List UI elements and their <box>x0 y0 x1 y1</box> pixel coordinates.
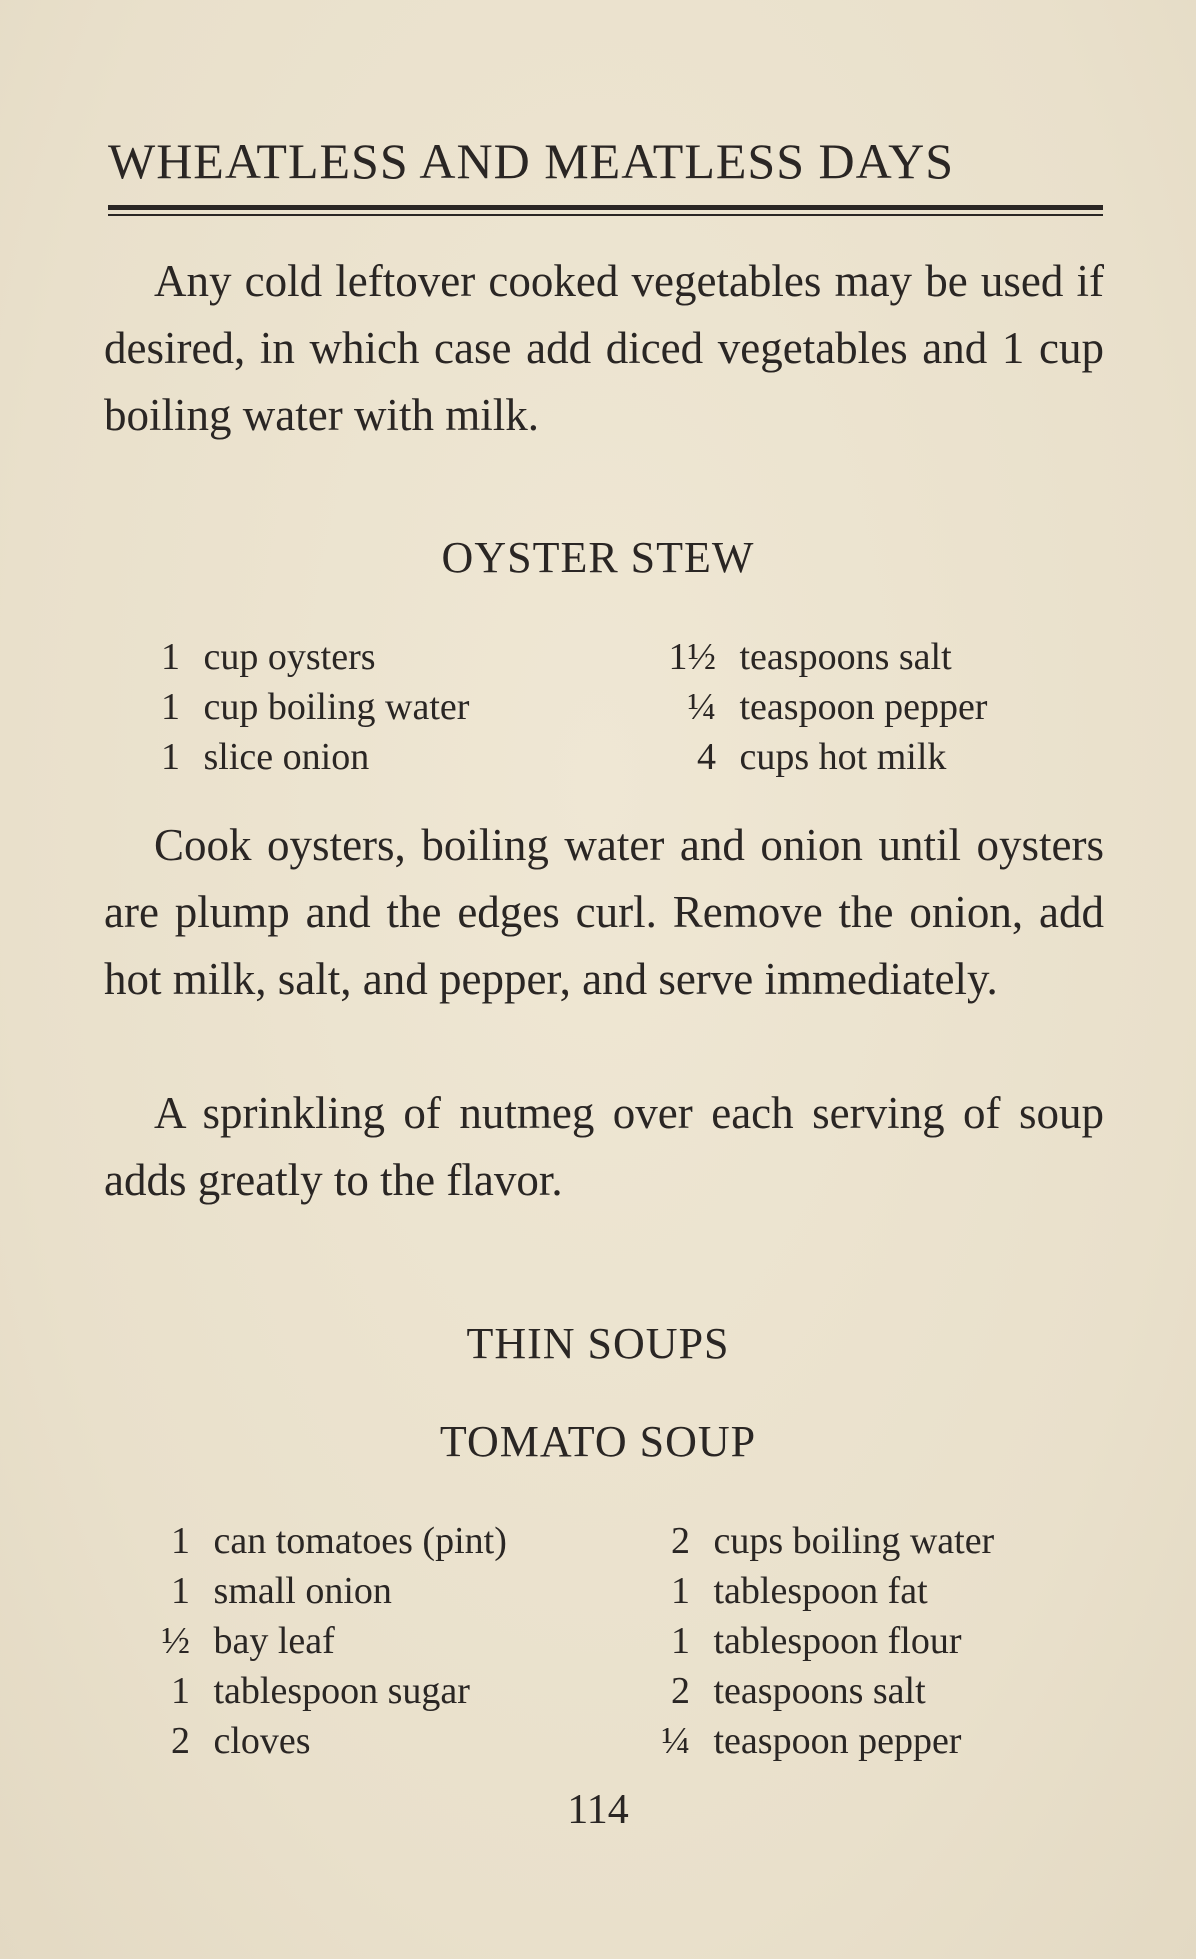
ingredient-qty: 4 <box>697 736 716 778</box>
ingredient-qty: 2 <box>671 1520 690 1562</box>
ingredient-qty: 1 <box>671 1570 690 1612</box>
ingredient-name: slice onion <box>203 736 370 778</box>
intro-paragraph: Any cold leftover cooked vegetables may be used if desired, in which case add diced vegetables and 1 cup boiling water with milk. <box>104 256 1104 440</box>
ingredient-item <box>650 632 952 682</box>
directions-paragraph: Cook oysters, boiling water and onion until oysters are plump and the edges curl. Remove the onion, add hot milk, salt, and pepper, and serve immediately. <box>104 820 1104 1004</box>
ingredient-name: cup oysters <box>203 636 376 678</box>
tomato-soup-title: TOMATO SOUP <box>439 1417 757 1466</box>
ingredient-qty: 1 <box>161 686 180 728</box>
ingredient-item <box>650 732 946 782</box>
running-head: WHEATLESS AND MEATLESS DAYS <box>108 133 955 189</box>
ingredient-qty: ¼ <box>661 1720 690 1762</box>
section-heading: THIN SOUPS <box>466 1319 730 1368</box>
ingredient-name: can tomatoes (pint) <box>213 1520 507 1562</box>
ingredient-item <box>158 682 469 732</box>
ingredient-qty: 2 <box>171 1720 190 1762</box>
directions-paragraph: A sprinkling of nutmeg over each serving of soup adds greatly to the flavor. <box>104 1088 1104 1205</box>
ingredient-item <box>640 1516 994 1566</box>
page-number: 114 <box>567 1787 629 1833</box>
ingredient-name: tablespoon fat <box>713 1570 928 1612</box>
ingredient-name: cups boiling water <box>713 1520 995 1562</box>
ingredient-name: bay leaf <box>213 1620 335 1662</box>
ingredient-name: cup boiling water <box>203 686 470 728</box>
ingredient-qty: 1 <box>671 1620 690 1662</box>
ingredient-name: tablespoon flour <box>713 1620 962 1662</box>
ingredient-item <box>640 1616 962 1666</box>
ingredient-item <box>640 1566 928 1616</box>
ingredient-name: small onion <box>213 1570 392 1612</box>
ingredient-item <box>148 1716 311 1766</box>
ingredient-qty: ¼ <box>687 686 716 728</box>
ingredient-qty: 1½ <box>668 636 716 678</box>
ingredient-item <box>158 732 369 782</box>
ingredient-item <box>640 1716 961 1766</box>
ingredient-qty: 2 <box>671 1670 690 1712</box>
ingredient-name: cloves <box>213 1720 311 1762</box>
oyster-stew-title: OYSTER STEW <box>441 533 755 582</box>
ingredient-qty: 1 <box>171 1670 190 1712</box>
ingredient-name: teaspoons salt <box>739 636 952 678</box>
ingredient-item <box>148 1616 335 1666</box>
header-rule-thick <box>108 205 1103 210</box>
ingredient-name: tablespoon sugar <box>213 1670 470 1712</box>
ingredient-name: teaspoon pepper <box>713 1720 962 1762</box>
ingredient-qty: 1 <box>161 736 180 778</box>
ingredient-item <box>158 632 376 682</box>
ingredient-item <box>640 1666 926 1716</box>
ingredient-item <box>148 1666 470 1716</box>
ingredient-item <box>148 1566 392 1616</box>
ingredient-name: cups hot milk <box>739 736 947 778</box>
ingredient-qty: 1 <box>171 1570 190 1612</box>
ingredient-item <box>148 1516 507 1566</box>
ingredient-name: teaspoon pepper <box>739 686 988 728</box>
ingredient-name: teaspoons salt <box>713 1670 926 1712</box>
ingredient-qty: 1 <box>171 1520 190 1562</box>
ingredient-qty: 1 <box>161 636 180 678</box>
header-rule-thin <box>108 214 1103 216</box>
ingredient-qty: ½ <box>161 1620 190 1662</box>
ingredient-item <box>650 682 987 732</box>
